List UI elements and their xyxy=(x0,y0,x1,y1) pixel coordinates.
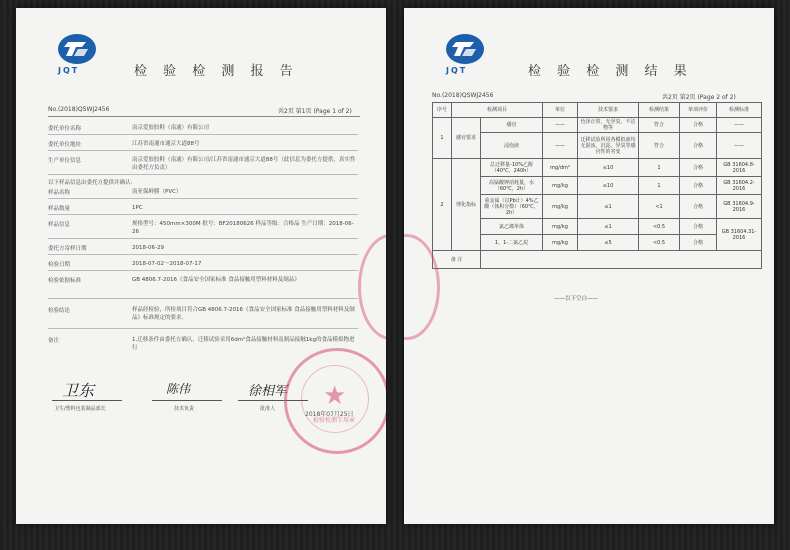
logo-text: JQT xyxy=(446,66,468,75)
jqt-logo-icon xyxy=(446,34,484,64)
field-label: 备注 xyxy=(48,338,60,344)
header-cell: 技术要求 xyxy=(578,103,639,118)
field-value: 南京爱胶胶鞋（南通）有限公司 xyxy=(132,125,210,131)
cell-unit: —— xyxy=(543,133,578,159)
table-row xyxy=(433,195,762,219)
page-title: 检 验 检 测 报 告 xyxy=(134,64,299,79)
cell-standard: GB 31604.8-2016 xyxy=(717,159,762,177)
header-cell: 检测结果 xyxy=(639,103,680,118)
results-table xyxy=(432,102,762,269)
field-value: 2018-06-29 xyxy=(132,245,164,251)
seam-stamp xyxy=(358,234,386,340)
field-value: 南京爱胶胶鞋（南通）有限公司/江苏省南通市通京大道88号（此信息为委托方提供，真实性由委托方负责） xyxy=(132,157,356,171)
report-number: No.(2018)QSWJ2456 xyxy=(432,92,494,99)
cell-item: 感官 xyxy=(481,118,543,133)
cell-remarks-value xyxy=(481,251,762,269)
divider xyxy=(48,270,358,271)
jqt-logo xyxy=(50,34,120,80)
cell-standard: —— xyxy=(717,118,762,133)
cell-evaluation: 合格 xyxy=(680,219,717,235)
cell-unit: mg/kg xyxy=(543,235,578,251)
cell-item: 重金属（以Pb计）4%乙酸（体积分数）（60℃，2h） xyxy=(481,195,543,219)
cell-standard: GB 31604.31-2016 xyxy=(717,219,762,251)
table-row xyxy=(433,219,762,235)
header-cell: 检测项目 xyxy=(452,103,543,118)
cell-unit: mg/kg xyxy=(543,219,578,235)
table-row-remarks xyxy=(433,251,762,269)
signature-line xyxy=(52,400,122,401)
cell-requirement: ≤5 xyxy=(578,235,639,251)
field-label: 检验日期 xyxy=(48,262,71,268)
cell-unit: mg/kg xyxy=(543,177,578,195)
report-page-2 xyxy=(404,8,774,524)
divider xyxy=(48,254,358,255)
field-value: 规格型号：450mm×300M 批号：BF20180626 样品等级：合格品 生产日期：2018-06-26 xyxy=(132,221,354,235)
cell-result: 1 xyxy=(639,177,680,195)
field-label: 委托单位名称 xyxy=(48,126,82,132)
cell-result: 符合 xyxy=(639,118,680,133)
cell-evaluation: 合格 xyxy=(680,177,717,195)
cell-requirement: ≤1 xyxy=(578,219,639,235)
header-cell: 单位 xyxy=(543,103,578,118)
end-marker: ——以下空白—— xyxy=(554,296,599,302)
cell-result: 符合 xyxy=(639,133,680,159)
field-value: GB 4806.7-2016《食品安全国家标准 食品接触用塑料材料及制品》 xyxy=(132,277,300,283)
cell-evaluation: 合格 xyxy=(680,195,717,219)
cell-remarks-label: 备 注 xyxy=(433,251,481,269)
field-value: 2018-07-02～2018-07-17 xyxy=(132,261,202,267)
table-row xyxy=(433,235,762,251)
cell-result: 1 xyxy=(639,159,680,177)
field-label: 样品数量 xyxy=(48,206,71,212)
cell-unit: —— xyxy=(543,118,578,133)
cell-requirement: 色泽正常，无异臭，不洁物等 xyxy=(578,118,639,133)
cell-no: 2 xyxy=(433,159,452,251)
report-page-1 xyxy=(16,8,386,524)
cell-item: 氯乙烯单体 xyxy=(481,219,543,235)
field-value: 1PC xyxy=(132,205,143,211)
cell-unit: mg/dm² xyxy=(543,159,578,177)
cell-unit: mg/kg xyxy=(543,195,578,219)
cell-requirement: ≤10 xyxy=(578,177,639,195)
divider xyxy=(48,198,358,199)
divider xyxy=(48,150,358,151)
stamp-text: 检验检测专用章 xyxy=(313,417,356,424)
signature-3: 徐相军 xyxy=(248,384,288,399)
field-value: 南亚保鲜膜（PVC） xyxy=(132,189,182,195)
table-header-row xyxy=(433,103,762,118)
cell-no: 1 xyxy=(433,118,452,159)
cell-evaluation: 合格 xyxy=(680,235,717,251)
divider xyxy=(48,116,360,117)
field-label: 检验依据标准 xyxy=(48,278,82,284)
cell-result: <0.5 xyxy=(639,219,680,235)
divider xyxy=(48,134,358,135)
divider xyxy=(48,298,358,299)
field-label: 样品名称 xyxy=(48,190,71,196)
divider xyxy=(48,214,358,215)
divider xyxy=(48,238,358,239)
signature-2: 陈伟 xyxy=(166,382,191,396)
signature-role: 技术负责 xyxy=(174,406,195,412)
field-value: 1.迁移条件由委托方确认，迁移试验采用6dm²食品接触材料及制品接触1kg的食品模拟物进行 xyxy=(132,337,355,351)
field-label: 样品信息 xyxy=(48,222,71,228)
cell-evaluation: 合格 xyxy=(680,159,717,177)
report-number: No.(2018)QSWJ2456 xyxy=(48,106,110,113)
header-cell: 序号 xyxy=(433,103,452,118)
cell-standard: GB 31604.9-2016 xyxy=(717,195,762,219)
cell-standard: —— xyxy=(717,133,762,159)
logo-text: JQT xyxy=(58,66,80,75)
cell-requirement: 迁移试验所用各模拟液均无混浊、沉淀、异臭等感官性的劣变 xyxy=(578,133,639,159)
cell-requirement: ≤1 xyxy=(578,195,639,219)
signature-role: 批准人 xyxy=(260,406,276,412)
signature-role: 卫生/塑料包装制品部长 xyxy=(54,406,106,412)
header-cell: 单项评价 xyxy=(680,103,717,118)
star-icon: ★ xyxy=(323,381,347,411)
page-title: 检 验 检 测 结 果 xyxy=(528,64,693,79)
cell-standard: GB 31604.2-2016 xyxy=(717,177,762,195)
cell-item: 1，1-二氯乙烷 xyxy=(481,235,543,251)
table-row xyxy=(433,118,762,133)
table-row xyxy=(433,177,762,195)
table-row xyxy=(433,159,762,177)
divider xyxy=(48,174,358,175)
cell-result: <0.5 xyxy=(639,235,680,251)
cell-requirement: ≤10 xyxy=(578,159,639,177)
cell-result: <1 xyxy=(639,195,680,219)
field-label: 生产单位信息 xyxy=(48,158,82,164)
cell-item: 总迁移量-10%乙醇（40℃，240h） xyxy=(481,159,543,177)
official-stamp xyxy=(284,348,386,454)
cell-evaluation: 合格 xyxy=(680,118,717,133)
jqt-logo-icon xyxy=(58,34,96,64)
cell-group: 感官要求 xyxy=(452,118,481,159)
field-label: 以下样品信息由委托方提供并确认： xyxy=(48,180,137,186)
stamp-date: 2018年07月25日 xyxy=(305,411,354,418)
header-cell: 检测标准 xyxy=(717,103,762,118)
cell-item: 浸泡液 xyxy=(481,133,543,159)
field-label: 委托方寄样日期 xyxy=(48,246,87,252)
jqt-logo xyxy=(438,34,508,80)
field-label: 委托单位地址 xyxy=(48,142,82,148)
cell-group: 理化指标 xyxy=(452,159,481,251)
cell-item: 高锰酸钾消耗量，水（60℃，2h） xyxy=(481,177,543,195)
signature-line xyxy=(152,400,222,401)
signature-1: 卫东 xyxy=(62,381,95,400)
cell-evaluation: 合格 xyxy=(680,133,717,159)
divider xyxy=(48,328,358,329)
field-value: 江苏省南通市通京大道88号 xyxy=(132,141,200,147)
field-label: 检验结论 xyxy=(48,308,71,314)
page-info: 共2页 第2页 (Page 2 of 2) xyxy=(662,94,736,101)
field-value: 样品经检验，所检项目符合GB 4806.7-2016《食品安全国家标准 食品接触用塑料材料及制品》标准规定的要求。 xyxy=(132,307,355,321)
table-row xyxy=(433,133,762,159)
page-info: 共2页 第1页 (Page 1 of 2) xyxy=(278,108,352,115)
